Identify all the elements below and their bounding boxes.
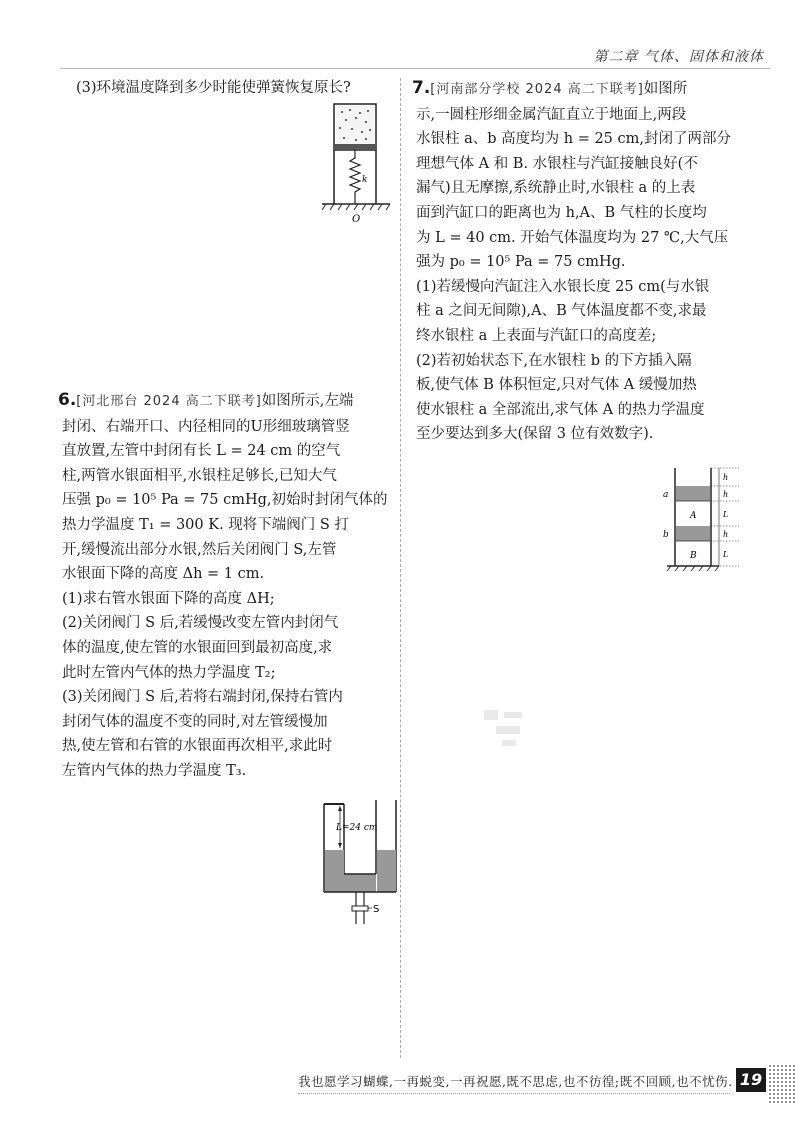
- faint-mark: [478, 706, 538, 752]
- q6-line: 压强 p₀ = 10⁵ Pa = 75 cmHg,初始时封闭气体的: [62, 492, 388, 509]
- origin-label: O: [352, 214, 361, 225]
- q7-line: 示,一圆柱形细金属汽缸直立于地面上,两段: [416, 106, 687, 123]
- chapter-header: 第二章 气体、固体和液体: [593, 49, 764, 65]
- spring-constant-label: k: [362, 175, 368, 185]
- footer-quote: 我也愿学习蝴蝶,一再蜕变,一再祝愿,既不思虑,也不彷徨;既不回顾,也不忧伤.: [298, 1074, 733, 1089]
- decorative-dots: [768, 1064, 796, 1104]
- q6-part3-line: (3)关闭阀门 S 后,若将右端封闭,保持右管内: [62, 689, 343, 706]
- q6-block: [58, 388, 388, 784]
- q7-line: 水银柱 a、b 高度均为 h = 25 cm,封闭了两部分: [416, 131, 731, 148]
- header-rule: [60, 68, 770, 69]
- q6-part3-line: 左管内气体的热力学温度 T₃.: [62, 762, 247, 779]
- q6-part3-line: 热,使左管和右管的水银面再次相平,求此时: [62, 738, 333, 755]
- mercury-a-label: a: [663, 490, 669, 500]
- q6-stem: [58, 388, 388, 415]
- q7-line: 漏气)且无摩擦,系统静止时,水银柱 a 的上表: [416, 180, 696, 197]
- q6-figure: [312, 800, 412, 930]
- q7-part2-line: (2)若初始状态下,在水银柱 b 的下方插入隔: [416, 352, 692, 369]
- q6-line: 柱,两管水银面相平,水银柱足够长,已知大气: [62, 467, 337, 484]
- q7-line: 理想气体 A 和 B. 水银柱与汽缸接触良好(不: [416, 155, 698, 172]
- q7-stem: [412, 76, 740, 103]
- q7-source: [河南部分学校 2024 高二下联考]: [430, 82, 644, 97]
- q5-part3: [62, 76, 388, 101]
- q7-part2-line: 使水银柱 a 全部流出,求气体 A 的热力学温度: [416, 401, 705, 418]
- gas-a-label: A: [690, 511, 697, 521]
- q6-line: 开,缓慢流出部分水银,然后关闭阀门 S,左管: [62, 541, 337, 558]
- q6-line: 热力学温度 T₁ = 300 K. 现将下端阀门 S 打: [62, 516, 349, 533]
- q7-number: 7.: [412, 78, 431, 98]
- q7-part1-line: (1)若缓慢向汽缸注入水银长度 25 cm(与水银: [416, 278, 710, 295]
- q6-part3-line: 封闭气体的温度不变的同时,对左管缓慢加: [62, 713, 328, 730]
- q7-line: 强为 p₀ = 10⁵ Pa = 75 cmHg.: [416, 254, 626, 271]
- q7-line: 如图所: [643, 81, 688, 97]
- gas-b-label: B: [690, 551, 697, 561]
- q7-height-label: h: [723, 473, 729, 482]
- q7-length-label: L: [723, 510, 729, 519]
- q7-part2-line: 至少要达到多大(保留 3 位有效数字).: [416, 426, 654, 443]
- q7-height-label: h: [723, 530, 729, 539]
- q6-part2-line: 体的温度,使左管的水银面回到最初高度,求: [62, 639, 333, 656]
- q6-valve-label: S: [373, 904, 380, 915]
- q6-line: 水银面下降的高度 Δh = 1 cm.: [62, 566, 265, 583]
- q6-part2-line: (2)关闭阀门 S 后,若缓慢改变左管内封闭气: [62, 615, 339, 632]
- q6-line: 封闭、右端开口、内径相同的U形细玻璃管竖: [62, 418, 350, 435]
- q7-line: 为 L = 40 cm. 开始气体温度均为 27 ℃,大气压: [416, 229, 729, 246]
- q7-block: [412, 76, 740, 447]
- mercury-b-label: b: [663, 530, 669, 540]
- q6-length-label: L=24 cm: [336, 823, 378, 833]
- q7-height-label: h: [723, 490, 729, 499]
- q7-part1-line: 终水银柱 a 上表面与汽缸口的高度差;: [416, 327, 657, 344]
- q6-number: 6.: [58, 390, 77, 410]
- q6-source: [河北邢台 2024 高二下联考]: [76, 394, 262, 409]
- footer-rule: [298, 1093, 730, 1094]
- q7-part1-line: 柱 a 之间无间隙),A、B 气体温度都不变,求最: [416, 303, 707, 320]
- q6-line: 如图所示,左端: [261, 393, 354, 409]
- q7-line: 面到汽缸口的距离也为 h,A、B 气柱的长度均: [416, 204, 707, 221]
- q7-length-label: L: [723, 550, 729, 559]
- q7-figure: [655, 466, 750, 578]
- page-number: 19: [736, 1068, 766, 1092]
- q6-line: 直放置,左管中封闭有长 L = 24 cm 的空气: [62, 443, 341, 460]
- q6-part2-line: 此时左管内气体的热力学温度 T₂;: [62, 664, 276, 681]
- q5-part3-text: (3)环境温度降到多少时能使弹簧恢复原长?: [76, 80, 351, 96]
- q6-part1: (1)求右管水银面下降的高度 ΔH;: [62, 590, 275, 607]
- q5-figure: [322, 102, 392, 226]
- q7-part2-line: 板,使气体 B 体积恒定,只对气体 A 缓慢加热: [416, 377, 697, 394]
